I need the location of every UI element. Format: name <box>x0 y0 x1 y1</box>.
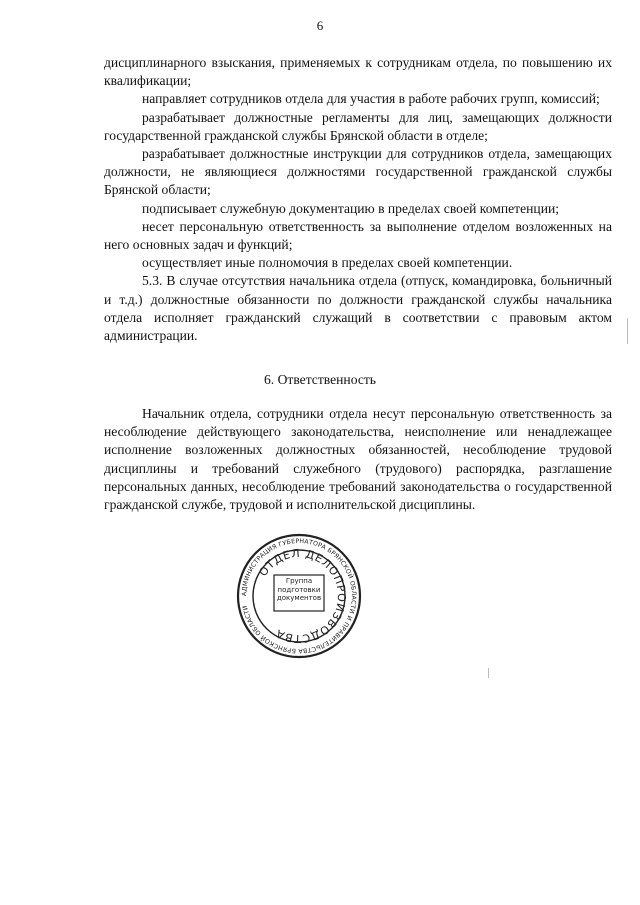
paragraph: несет персональную ответственность за выполнение отделом возложенных на него основных задач и функций; <box>104 218 612 253</box>
paragraph: разрабатывает должностные регламенты для лиц, замещающих должности государственной гражданской службы Брянской области в отделе; <box>104 109 612 143</box>
section-heading: 6. Ответственность <box>263 372 377 387</box>
office-stamp <box>236 533 362 659</box>
scan-mark <box>627 318 628 344</box>
duties-text <box>104 54 612 345</box>
responsibility-paragraph: Начальник отдела, сотрудники отдела несут персональную ответственность за несоблюдение действующего законодательства, неисполнение или ненадлежащее исполнение возложенных должностных обязанностей, несоблюдение трудовой дисциплины и требований служебного (трудового) распорядка, разглашение персональных данных, несоблюдение требований законодательства о государственной гражданской службе, трудовой и исполнительской дисциплины. <box>104 406 612 513</box>
paragraph: подписывает служебную документацию в пределах своей компетенции; <box>142 200 560 216</box>
paragraph: дисциплинарного взыскания, применяемых к сотрудникам отдела, по повышению их квалификации; <box>104 55 612 89</box>
paragraph: 5.3. В случае отсутствия начальника отдела (отпуск, командировка, больничный и т.д.) должностные обязанности по должности гражданской службы начальника отдела исполняет гражданский служащий в соответствии с правовым актом администрации. <box>104 273 612 344</box>
stamp-inner-text: ОТДЕЛ ДЕЛОПРОИЗВОДСТВА <box>256 546 349 646</box>
scan-mark <box>488 668 489 678</box>
paragraph: осуществляет иные полномочия в пределах своей компетенции. <box>142 255 513 271</box>
stamp-outer-text: АДМИНИСТРАЦИЯ ГУБЕРНАТОРА БРЯНСКОЙ ОБЛАСТИ И ПРАВИТЕЛЬСТВА БРЯНСКОЙ ОБЛАСТИ <box>240 537 358 655</box>
paragraph: разрабатывает должностные инструкции для сотрудников отдела, замещающих должности, не являющиеся должностями государственной гражданской службы Брянской области; <box>104 146 612 198</box>
stamp-center-text: Группа подготовки документов <box>276 577 322 602</box>
page-number: 6 <box>316 18 324 33</box>
paragraph: направляет сотрудников отдела для участия в работе рабочих групп, комиссий; <box>142 91 600 107</box>
